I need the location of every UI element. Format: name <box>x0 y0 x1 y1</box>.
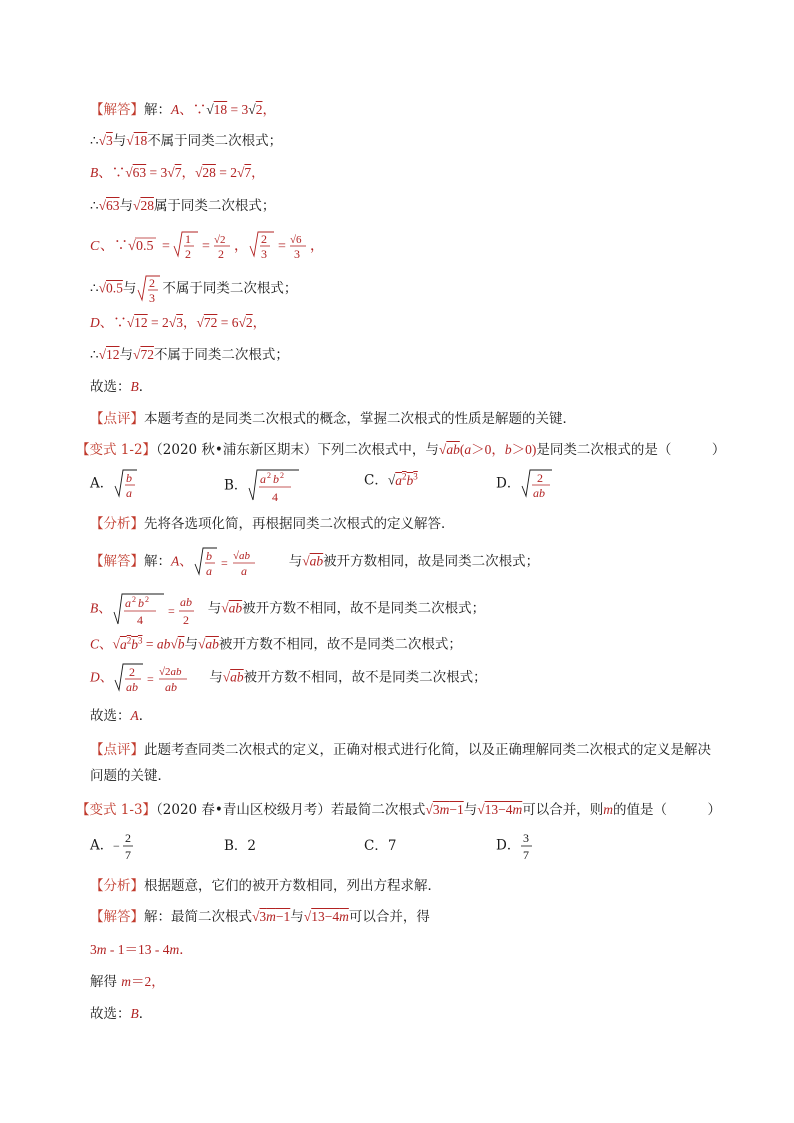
comment-text: 本题考查的是同类二次根式的概念，掌握二次根式的性质是解题的关键． <box>144 411 576 427</box>
sqrt-two-thirds <box>136 272 162 306</box>
variant-tag: 【变式 1-3】 <box>76 802 157 818</box>
svg-text:√ab: √ab <box>232 550 250 562</box>
option-d-math <box>520 466 554 502</box>
svg-text:2: 2 <box>129 665 136 679</box>
svg-text:b: b <box>273 472 280 486</box>
svg-text:3: 3 <box>294 247 300 261</box>
svg-text:=: = <box>278 239 286 254</box>
answer-a-math <box>193 544 289 580</box>
svg-text:2: 2 <box>125 831 132 845</box>
svg-text:2: 2 <box>218 247 224 261</box>
svg-text:2: 2 <box>149 276 156 290</box>
comment-text: 此题考查同类二次根式的定义，正确对根式进行化简，以及正确理解同类二次根式的定义是解决问题的关键． <box>90 742 711 784</box>
option-a[interactable]: A． − 2 7 <box>90 828 139 864</box>
answer-prefix: 解： <box>144 102 171 118</box>
answer-tag: 【解答】 <box>90 102 144 118</box>
svg-text:4: 4 <box>136 613 143 627</box>
comment-line <box>90 409 724 429</box>
question-source: （2020 春•青山区校级月考） <box>156 802 331 818</box>
question-1-3-equation: 3m - 1＝13 - 4m． <box>90 942 193 957</box>
svg-text:√2: √2 <box>214 234 226 246</box>
svg-text:b: b <box>205 549 212 563</box>
option-b[interactable]: B．2 <box>224 838 257 854</box>
svg-text:，: ， <box>234 239 248 254</box>
answer-d-math <box>113 660 209 696</box>
svg-text:√6: √6 <box>290 234 302 246</box>
question-1-2-answer-b: B、 a 2 b 2 4 = ab 2 与√ab被开方数不相同，故不是同类二次根式； <box>90 590 724 628</box>
solution-choice: 故选：B． <box>90 379 153 395</box>
svg-text:0.5: 0.5 <box>136 239 154 254</box>
svg-text:2: 2 <box>185 247 191 261</box>
svg-text:ab: ab <box>179 595 192 609</box>
question-1-3-answer: 【解答】解：最简二次根式√3m−1与√13−4m可以合并，得 <box>90 909 430 925</box>
analysis-tag: 【分析】 <box>90 516 144 532</box>
question-1-2-analysis <box>90 514 724 534</box>
solution-line-4: ∴√63与√28属于同类二次根式； <box>90 198 276 214</box>
option-c[interactable]: C．7 <box>364 838 397 854</box>
svg-text:a: a <box>260 472 267 486</box>
svg-text:7: 7 <box>523 848 530 862</box>
svg-text:C: C <box>90 239 100 254</box>
option-d-math <box>520 828 538 864</box>
svg-text:a: a <box>205 564 212 578</box>
svg-text:2: 2 <box>144 595 149 604</box>
svg-text:=: = <box>147 672 155 686</box>
svg-text:3: 3 <box>523 831 530 845</box>
svg-text:a: a <box>126 486 133 500</box>
svg-text:=: = <box>202 239 210 254</box>
option-c[interactable]: C．$√a^2b^3$ <box>364 471 418 489</box>
svg-text:1: 1 <box>185 232 191 246</box>
question-1-2-choice: 故选：A． <box>90 708 153 724</box>
svg-text:√2ab: √2ab <box>159 666 182 678</box>
solution-line-2: ∴√3与√18不属于同类二次根式； <box>90 133 283 149</box>
option-a-math <box>113 828 139 864</box>
comment-tag: 【点评】 <box>90 411 144 427</box>
analysis-text: 根据题意，它们的被开方数相同，列出方程求解． <box>144 878 441 894</box>
svg-text:2: 2 <box>280 471 285 480</box>
svg-text:，: ， <box>310 239 324 254</box>
option-a-math <box>113 466 139 502</box>
question-1-2-options <box>90 466 724 506</box>
svg-text:a: a <box>240 564 247 578</box>
option-d[interactable]: D． 2 ab <box>496 466 554 502</box>
answer-tag: 【解答】 <box>90 553 144 570</box>
option-b[interactable]: B． a 2 b 2 4 <box>224 466 301 506</box>
option-a[interactable]: A． b a <box>90 466 139 502</box>
question-1-3-choice: 故选：B． <box>90 1006 153 1022</box>
solution-line-8: ∴√12与√72不属于同类二次根式； <box>90 347 289 363</box>
option-b-math <box>247 466 301 506</box>
svg-text:4: 4 <box>272 490 279 504</box>
svg-text:b: b <box>137 596 144 610</box>
svg-text:2: 2 <box>182 613 189 627</box>
svg-text:2: 2 <box>537 471 544 485</box>
svg-text:ab: ab <box>165 680 178 694</box>
question-1-3-options <box>90 828 724 868</box>
svg-text:−: − <box>113 839 121 853</box>
comment-tag: 【点评】 <box>90 742 144 758</box>
analysis-tag: 【分析】 <box>90 878 144 894</box>
svg-text:ab: ab <box>533 486 546 500</box>
question-1-3-stem: 【变式 1-3】（2020 春•青山区校级月考）若最简二次根式√3m−1与√13−4m可以合并，则m的值是（ ） <box>76 802 721 818</box>
question-1-2-answer-a: 【解答】解：A、 b a = √ab a 与√ab被开方数相同，故是同类二次根式； <box>90 544 724 582</box>
analysis-text: 先将各选项化简，再根据同类二次根式的定义解答． <box>144 516 455 532</box>
question-1-3-solve: 解得 m＝2， <box>90 974 165 990</box>
svg-text:=: = <box>167 604 175 618</box>
answer-b-math <box>112 590 208 628</box>
svg-text:ab: ab <box>126 680 139 694</box>
svg-text:=: = <box>220 556 228 570</box>
svg-text:a: a <box>124 596 131 610</box>
math-expression: A、∵√18 = 3√2， <box>171 102 276 117</box>
svg-text:=: = <box>162 239 170 254</box>
question-1-2-answer-c: C、$√a^2b^3 = ab√b$与√ab被开方数不相同，故不是同类二次根式； <box>90 635 462 653</box>
svg-text:2: 2 <box>261 232 267 246</box>
svg-text:2: 2 <box>267 471 272 480</box>
solution-line-1 <box>90 100 724 120</box>
question-1-2-stem: 【变式 1-2】（2020 秋•浦东新区期末）下列二次根式中，与√ab(a＞0，b＞0)是同类二次根式的是（ ） <box>76 442 726 458</box>
variant-tag: 【变式 1-2】 <box>76 442 157 458</box>
solution-line-6: ∴√0.5与 2 3 不属于同类二次根式； <box>90 272 724 306</box>
question-1-2-comment <box>90 737 722 789</box>
question-1-2-answer-d: D、 2 ab = √2ab ab 与√ab被开方数不相同，故不是同类二次根式； <box>90 660 724 698</box>
answer-tag: 【解答】 <box>90 909 144 925</box>
svg-text:3: 3 <box>149 291 156 305</box>
svg-text:2: 2 <box>131 595 136 604</box>
svg-text:b: b <box>126 471 133 485</box>
svg-text:、∵√: 、∵√ <box>100 239 136 254</box>
option-d[interactable]: D． 3 7 <box>496 828 538 864</box>
math-c-step <box>90 228 350 262</box>
solution-line-7: D、∵√12 = 2√3，√72 = 6√2， <box>90 315 267 330</box>
svg-text:3: 3 <box>261 247 267 261</box>
solution-line-3: B、∵√63 = 3√7，√28 = 2√7， <box>90 165 265 180</box>
solution-line-5 <box>90 228 724 262</box>
question-source: （2020 秋•浦东新区期末） <box>156 442 318 458</box>
svg-text:7: 7 <box>125 848 132 862</box>
question-1-3-analysis <box>90 876 724 896</box>
